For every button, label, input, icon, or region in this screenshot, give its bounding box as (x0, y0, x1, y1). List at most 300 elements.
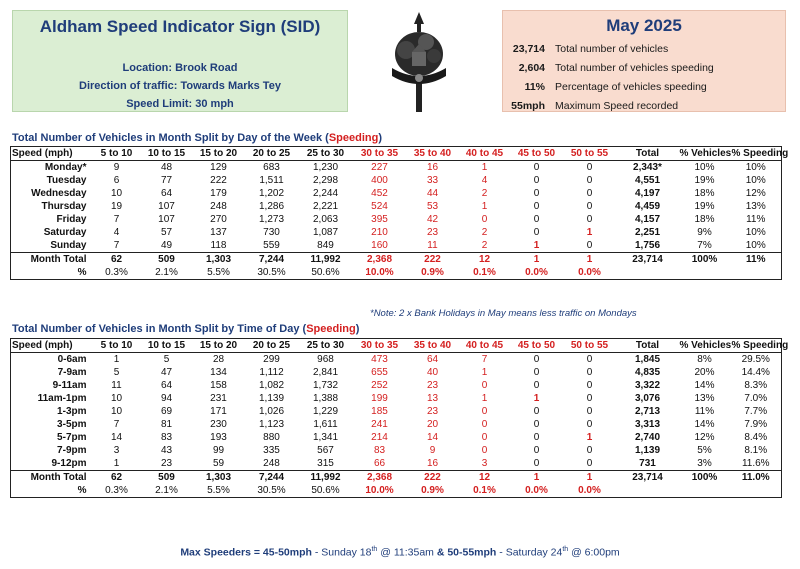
table-cell: 849 (317, 240, 334, 251)
column-header: 45 to 50 (511, 339, 563, 353)
table-cell: 8.3% (744, 380, 768, 391)
table-cell: 77 (160, 175, 173, 186)
table-cell: 2.1% (155, 485, 178, 496)
direction-text: Direction of traffic: Towards Marks Tey (79, 80, 281, 92)
column-header: 25 to 30 (299, 147, 353, 161)
table-cell: 0.0% (578, 267, 601, 278)
table-cell: 62 (93, 253, 141, 267)
table-cell: 10% (745, 175, 766, 186)
table-row (11, 353, 782, 367)
table-cell: 0 (533, 406, 540, 417)
column-header: 5 to 10 (93, 147, 141, 161)
table-cell: 94 (160, 393, 173, 404)
row-label: % (77, 485, 87, 496)
table-cell: 270 (210, 214, 227, 225)
table-cell: 179 (210, 188, 227, 199)
row-label: 9-11am (52, 380, 87, 391)
table-cell (679, 484, 731, 498)
table-cell: 6 (113, 175, 120, 186)
table-cell: 20 (426, 419, 439, 430)
table-cell: 14.4% (741, 367, 770, 378)
village-sign-icon (386, 12, 452, 112)
table-row (11, 392, 782, 405)
table-cell: 0 (586, 380, 593, 391)
table-cell: 1,273 (258, 214, 285, 225)
row-label: % (77, 267, 87, 278)
table-cell: 69 (160, 406, 173, 417)
column-header: % Vehicles (679, 148, 732, 159)
table-cell: 1 (481, 367, 488, 378)
table-cell: 1,388 (312, 393, 339, 404)
footer-detail-2: - Saturday 24 (496, 546, 563, 559)
table-cell: 1,139 (258, 393, 285, 404)
table-cell: 11 (111, 380, 122, 391)
table-cell: 9 (113, 162, 120, 173)
table-cell: 11% (694, 406, 715, 417)
table-cell: 7.0% (744, 393, 768, 404)
row-label: Sunday (50, 240, 87, 251)
table-cell: 7 (113, 419, 120, 430)
table-cell: 509 (141, 471, 193, 485)
table-cell: 10.0% (365, 485, 394, 496)
section-title-end: ) (355, 323, 360, 335)
table-cell: 33 (426, 175, 439, 186)
table-cell: 7 (113, 214, 120, 225)
speeding-label: Speeding (306, 323, 356, 335)
table-cell: 0 (586, 201, 593, 212)
table-row (11, 200, 782, 213)
table-cell: 880 (263, 432, 280, 443)
speeding-label: Speeding (328, 132, 379, 144)
footer-sup-2: th (562, 546, 569, 553)
table-cell: 1,123 (258, 419, 285, 430)
row-label: Friday (56, 214, 87, 225)
table-cell: 1,341 (312, 432, 339, 443)
table-cell: 0 (586, 445, 593, 456)
table-cell: 1,230 (312, 162, 339, 173)
time-of-day-table (10, 338, 789, 498)
table-cell: 2,063 (312, 214, 339, 225)
table-cell: 4,835 (634, 367, 661, 378)
column-header: Total (617, 339, 679, 353)
table-cell: 730 (263, 227, 280, 238)
table-cell: 214 (371, 432, 388, 443)
table-cell: 10% (745, 240, 766, 251)
table-cell: 0 (586, 458, 593, 469)
column-header: 20 to 25 (245, 147, 299, 161)
table-cell: 241 (371, 419, 388, 430)
table-cell: 315 (317, 458, 334, 469)
table-cell: 3 (113, 445, 120, 456)
table-cell: 4,197 (634, 188, 661, 199)
table-cell: 10% (694, 162, 715, 173)
table-cell: 107 (158, 201, 175, 212)
table-cell: 171 (210, 406, 227, 417)
table-cell: 19% (694, 201, 715, 212)
table-cell: 2,368 (353, 253, 407, 267)
section-title-end: ) (378, 132, 382, 144)
table-cell: 0 (481, 445, 488, 456)
table-cell: 137 (210, 227, 227, 238)
table-row (11, 379, 782, 392)
table-cell: 0 (533, 214, 540, 225)
table-cell: 0 (533, 419, 540, 430)
table-cell: 11,992 (299, 253, 353, 267)
table-row (11, 405, 782, 418)
table-cell: 0 (533, 162, 540, 173)
table-cell: 230 (210, 419, 227, 430)
table-cell: 1,511 (259, 175, 284, 186)
table-cell: 7.9% (744, 419, 768, 430)
table-row (11, 431, 782, 444)
footer-time-1: @ 11:35am (377, 546, 434, 559)
table-cell: 0.1% (473, 485, 496, 496)
column-header: 10 to 15 (141, 339, 193, 353)
table-cell: 5 (163, 354, 170, 365)
table-cell: 59 (212, 458, 225, 469)
speed-limit-text: Speed Limit: 30 mph (126, 98, 234, 110)
table-cell: 10 (110, 406, 123, 417)
row-label: Month Total (11, 471, 93, 485)
table-cell: 5 (113, 367, 120, 378)
stat-value: 11% (524, 81, 545, 93)
stat-label: Total number of vehicles speeding (555, 62, 714, 74)
table-row (11, 253, 782, 267)
table-cell: 23,714 (617, 471, 679, 485)
table-row (11, 457, 782, 471)
table-cell: 14 (110, 432, 123, 443)
table-cell: 0 (586, 240, 593, 251)
table-cell: 44 (426, 188, 439, 199)
table-row (11, 226, 782, 239)
table-cell: 473 (371, 354, 388, 365)
table-cell: 57 (160, 227, 173, 238)
table-cell: 50.6% (311, 485, 340, 496)
table-row (11, 187, 782, 200)
table-cell: 395 (371, 214, 388, 225)
table-cell: 4,459 (634, 201, 661, 212)
table-cell: 19 (110, 201, 123, 212)
table-cell: 23,714 (617, 253, 679, 267)
table-cell: 14 (426, 432, 439, 443)
column-header: % Speeding (731, 148, 789, 159)
table-cell: 1,303 (193, 471, 245, 485)
table-cell: 7 (481, 354, 488, 365)
column-header: 15 to 20 (193, 147, 245, 161)
table-cell: 335 (263, 445, 280, 456)
table-cell (617, 484, 679, 498)
column-header: 30 to 35 (353, 147, 407, 161)
table-cell: 30.5% (257, 485, 286, 496)
row-label: Saturday (43, 227, 87, 238)
table-cell: 193 (210, 432, 227, 443)
table-cell: 2,244 (312, 188, 339, 199)
column-header: 50 to 55 (563, 147, 617, 161)
footer-detail-1: - Sunday 18 (311, 546, 372, 559)
table-cell: 11 (427, 240, 438, 251)
table-cell: 12% (745, 188, 766, 199)
location-text: Location: Brook Road (122, 62, 238, 74)
table-cell: 18% (694, 188, 715, 199)
table-row (11, 174, 782, 187)
table-cell: 2 (481, 188, 488, 199)
time-of-day-section-title (12, 323, 359, 335)
row-label: Month Total (11, 253, 93, 267)
table-cell: 64 (160, 188, 173, 199)
table-cell: 2,713 (634, 406, 661, 417)
table-cell: 1 (113, 458, 120, 469)
footer-separator: & (433, 546, 448, 559)
table-cell: 2,251 (634, 227, 661, 238)
table-cell: 0 (533, 432, 540, 443)
table-cell: 0 (586, 367, 593, 378)
column-header: 40 to 45 (459, 147, 511, 161)
table-cell: 16 (426, 162, 439, 173)
table-cell: 0.9% (421, 485, 444, 496)
table-cell: 19% (694, 175, 715, 186)
table-row (11, 266, 782, 280)
table-cell: 0 (481, 214, 488, 225)
table-cell: 64 (160, 380, 173, 391)
table-cell: 7% (697, 240, 712, 251)
table-cell: 49 (160, 240, 173, 251)
day-of-week-section-title (12, 132, 382, 144)
table-cell: 10% (745, 227, 766, 238)
table-cell: 0 (533, 227, 540, 238)
table-cell: 1,845 (634, 354, 661, 365)
table-cell: 0 (533, 201, 540, 212)
page-title: Aldham Speed Indicator Sign (SID) (39, 17, 321, 36)
table-cell: 2,221 (312, 201, 339, 212)
table-cell: 1 (511, 471, 563, 485)
table-cell: 1 (563, 253, 617, 267)
section-title-text: Total Number of Vehicles in Month Split by Day of the Week ( (12, 132, 329, 144)
table-row (11, 471, 782, 485)
column-header: Speed (mph) (11, 147, 93, 161)
table-cell: 10 (110, 188, 123, 199)
header-row (11, 147, 782, 161)
table-cell: 1 (533, 240, 540, 251)
table-cell: 0 (481, 380, 488, 391)
table-cell: 3 (481, 458, 488, 469)
table-cell: 8.1% (744, 445, 768, 456)
day-of-week-table (10, 146, 789, 280)
table-cell: 5.5% (207, 267, 230, 278)
table-cell: 3,322 (634, 380, 661, 391)
row-label: 7-9am (57, 367, 87, 378)
table-cell: 48 (160, 162, 173, 173)
table-cell: 11.6% (741, 458, 770, 469)
table-cell: 0.0% (525, 267, 548, 278)
table-row (11, 213, 782, 226)
table-cell (679, 266, 731, 280)
table-cell: 2 (481, 240, 488, 251)
column-header: 50 to 55 (563, 339, 617, 353)
table-cell: 222 (407, 471, 459, 485)
table-cell: 2,298 (312, 175, 339, 186)
stat-vehicles-speeding (503, 62, 785, 76)
table-cell: 222 (210, 175, 227, 186)
header-row (11, 339, 782, 353)
column-header: 25 to 30 (299, 339, 353, 353)
column-header: 5 to 10 (93, 339, 141, 353)
row-label: 11am-1pm (37, 393, 87, 404)
column-header: % Speeding (731, 340, 789, 351)
table-cell: 100% (679, 253, 731, 267)
table-cell: 3,313 (634, 419, 661, 430)
table-cell: 1 (481, 201, 488, 212)
column-header: Total (617, 147, 679, 161)
stat-label: Percentage of vehicles speeding (555, 81, 707, 93)
section-title-text: Total Number of Vehicles in Month Split by Time of Day ( (12, 323, 307, 335)
table-cell: 23 (426, 380, 439, 391)
table-cell: 29.5% (741, 354, 770, 365)
table-cell: 7.7% (744, 406, 768, 417)
table-cell: 185 (371, 406, 388, 417)
table-cell: 12 (459, 253, 511, 267)
table-cell: 14% (694, 380, 715, 391)
stat-max-speed (503, 100, 785, 114)
table-cell: 0 (533, 354, 540, 365)
table-cell: 683 (263, 162, 280, 173)
table-cell: 1 (586, 432, 593, 443)
table-cell: 0 (586, 214, 593, 225)
table-row (11, 418, 782, 431)
table-cell: 53 (426, 201, 439, 212)
table-cell: 400 (371, 175, 388, 186)
table-cell: 5% (697, 445, 712, 456)
table-cell: 23 (160, 458, 173, 469)
stat-total-vehicles (503, 43, 785, 57)
row-label: 5-7pm (57, 432, 87, 443)
table-cell: 0 (586, 419, 593, 430)
table-cell: 1,756 (634, 240, 661, 251)
table-cell: 3% (697, 458, 712, 469)
table-cell: 28 (212, 354, 225, 365)
table-cell: 1,229 (312, 406, 339, 417)
column-header: 35 to 40 (407, 339, 459, 353)
table-cell: 0 (533, 188, 540, 199)
table-cell: 7 (113, 240, 120, 251)
table-cell: 0.1% (473, 267, 496, 278)
table-cell: 0.3% (105, 485, 128, 496)
table-cell: 30.5% (257, 267, 286, 278)
table-cell: 12 (459, 471, 511, 485)
row-label: 0-6am (57, 354, 87, 365)
table-cell (731, 266, 782, 280)
table-cell: 0 (481, 406, 488, 417)
table-cell: 9% (697, 227, 712, 238)
table-cell: 1,611 (313, 419, 338, 430)
row-label: Thursday (41, 201, 87, 212)
table-cell: 0.0% (525, 485, 548, 496)
table-cell: 118 (210, 240, 227, 251)
row-label: 3-5pm (57, 419, 87, 430)
table-cell: 11% (731, 253, 782, 267)
table-cell: 40 (426, 367, 439, 378)
table-cell: 1,286 (258, 201, 285, 212)
stat-value: 23,714 (512, 43, 545, 55)
table-cell: 4,157 (634, 214, 661, 225)
stat-value: 55mph (511, 100, 545, 112)
footer-speed-2: 50-55mph (447, 546, 497, 559)
table-cell: 9 (429, 445, 436, 456)
table-cell: 968 (317, 354, 334, 365)
table-cell: 1,732 (312, 380, 339, 391)
table-cell: 231 (210, 393, 227, 404)
column-header: % Vehicles (679, 340, 732, 351)
footer-speed-1: 45-50mph (262, 546, 312, 559)
table-cell: 0 (586, 354, 593, 365)
table-cell: 83 (373, 445, 386, 456)
row-label: 1-3pm (57, 406, 87, 417)
stat-label: Total number of vehicles (555, 43, 669, 55)
table-cell: 7,244 (245, 253, 299, 267)
table-cell: 567 (317, 445, 334, 456)
column-header: 40 to 45 (459, 339, 511, 353)
table-cell: 5.5% (207, 485, 230, 496)
table-cell: 99 (212, 445, 225, 456)
table-cell: 559 (263, 240, 280, 251)
table-cell: 0 (586, 406, 593, 417)
table-cell: 43 (160, 445, 173, 456)
table-cell: 47 (160, 367, 173, 378)
column-header: 15 to 20 (193, 339, 245, 353)
table-cell: 1 (113, 354, 120, 365)
table-cell: 227 (371, 162, 388, 173)
table-cell: 11,992 (299, 471, 353, 485)
table-cell: 64 (426, 354, 439, 365)
table-cell: 1 (481, 393, 488, 404)
table-cell: 1,303 (193, 253, 245, 267)
table-cell: 1,087 (312, 227, 339, 238)
table-cell: 509 (141, 253, 193, 267)
column-header: 30 to 35 (353, 339, 407, 353)
table-cell: 0 (533, 445, 540, 456)
table-cell: 11% (746, 214, 766, 225)
month-summary-panel (502, 10, 786, 112)
row-label: 9-12pm (51, 458, 87, 469)
table-cell: 50.6% (311, 267, 340, 278)
table-cell: 2 (481, 227, 488, 238)
table-cell: 0 (586, 175, 593, 186)
column-header: Speed (mph) (11, 339, 93, 353)
row-label: 7-9pm (57, 445, 87, 456)
table-cell: 0 (533, 367, 540, 378)
table-cell: 199 (371, 393, 388, 404)
column-header: 10 to 15 (141, 147, 193, 161)
column-header: 20 to 25 (245, 339, 299, 353)
footer-time-2: @ 6:00pm (568, 546, 620, 559)
table-cell: 62 (93, 471, 141, 485)
table-cell: 0 (586, 188, 593, 199)
table-cell: 66 (373, 458, 386, 469)
stat-label: Maximum Speed recorded (555, 100, 679, 112)
table-cell: 11.0% (731, 471, 782, 485)
table-cell: 1,026 (258, 406, 285, 417)
table-cell: 0.0% (578, 485, 601, 496)
table-cell: 1 (481, 162, 488, 173)
table-cell: 0 (533, 458, 540, 469)
table-cell: 1,202 (258, 188, 285, 199)
table-cell: 129 (210, 162, 227, 173)
table-cell (731, 484, 782, 498)
table-cell: 14% (694, 419, 715, 430)
column-header: 35 to 40 (407, 147, 459, 161)
max-speeders-footer (0, 546, 800, 559)
table-cell: 81 (160, 419, 173, 430)
table-cell: 248 (263, 458, 280, 469)
